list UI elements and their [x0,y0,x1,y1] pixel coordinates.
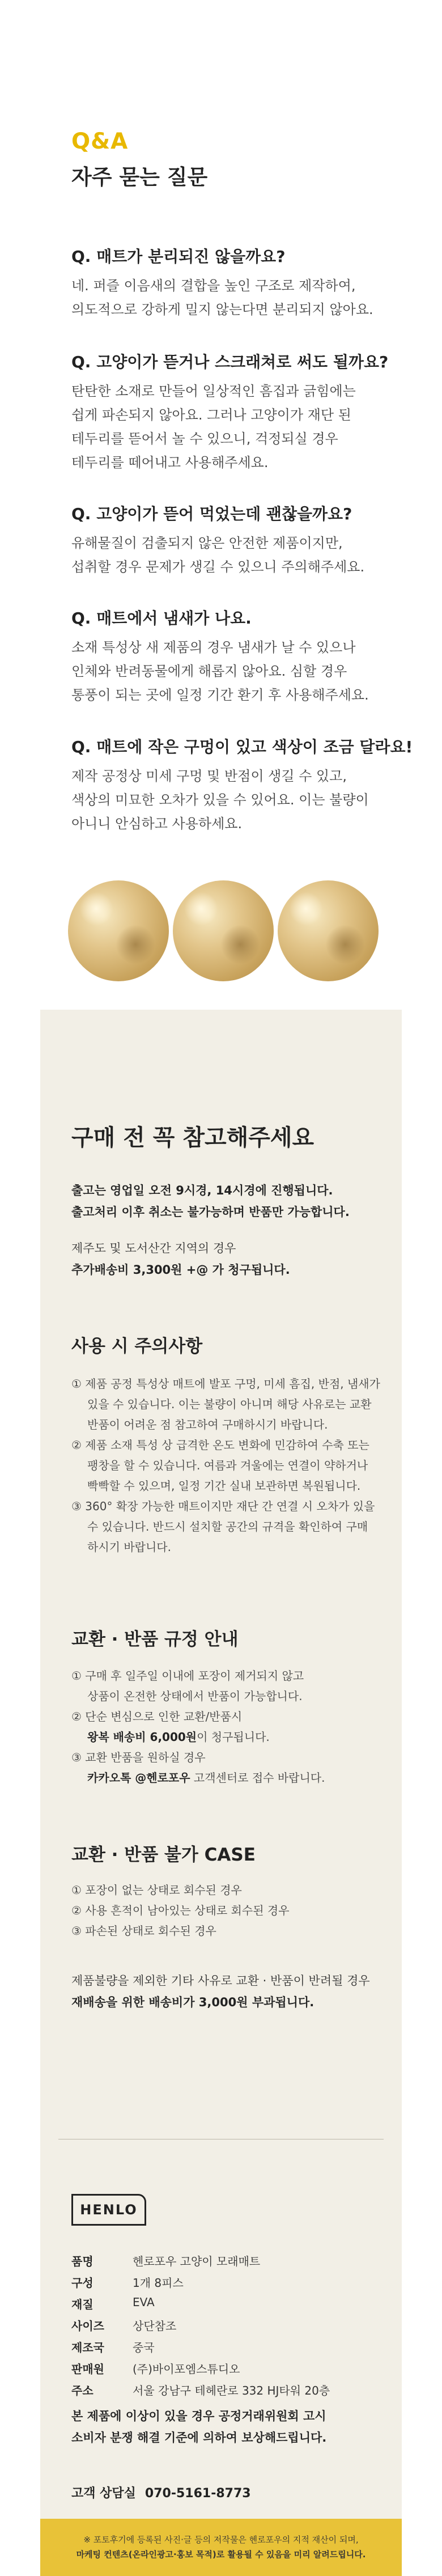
henlo-logo: HENLO [71,2194,146,2226]
faq-answer: 유해물질이 검출되지 않은 안전한 제품이지만, 섭취할 경우 문제가 생길 수 있으니 주의해주세요. [71,535,365,575]
footer-banner [40,2519,402,2576]
product-detail-page: Q&A 자주 묻는 질문 Q. 매트가 분리되진 않을까요? 네. 퍼즐 이음새의 결합을 높인 구조로 제작하여, 의도적으로 강하게 밀지 않는다면 분리되지 않아요. Q. 고양이가 뜯거나 스크래쳐로 써도 될까요? 탄탄한 소재로 만들어 일상적인 흠집과 긁힘에는 쉽게 파손되지 않아요. 그러나 고양이가 재단 된 테두리를 뜯어서 놀 수 있으니, 걱정되실 경우 테두리를 떼어내고 사용해주세요. Q. 고양이가 뜯어 먹었는데 괜찮을까요? 유해물질이 검출되지 않은 안전한 제품이지만, 섭취할 경우 문제가 생길 수 있으니 주의해주세요. Q. 매트에서 냄새가 나요. 소재 특성상 새 제품의 경우 냄새가 날 수 있으나 인체와 반려동물에게 해롭지 않아요. 심할 경우 통풍이 되는 곳에 일정 기간 환기 후 사용해주세요. Q. 매트에 작은 구멍이 있고 색상이 조금 달라요! 제작 공정상 미세 구멍 및 반점이 생길 수 있고, 색상의 미묘한 오차가 있을 수 있어요. 이는 불량이 아니니 안심하고 사용하세요. 구매 전 꼭 참고해주세요 출고는 영업일 오전 9시경, 14시경에 진행됩니다. 출고처리 이후 취소는 불가능하며 반품만 가능합니다. 제주도 및 도서산간 지역의 경우 추가배송비 3,300원 +@ 가 청구됩니다. 사용 시 주의사항 ① 제품 공정 특성상 매트에 발포 구멍, 미세 흠집, 반점, 냄새가 있을 수 있습니다. 이는 불량이 아니며 해당 사유로는 교환 반품이 어려운 점 참고하여 구매하시기 바랍니다. ② 제품 소재 특성 상 급격한 온도 변화에 민감하여 수축 또는 팽창을 할 수 있습니다. 여름과 겨울에는 연결이 약하거나 빡빡할 수 있으며, 일정 기간 실내 보관하면 복원됩니다. ③ 360° 확장 가능한 매트이지만 재단 간 연결 시 오차가 있을 수 있습니다. 반드시 설치할 공간의 규격을 확인하여 구매 하시기 바랍니다. 교환 · 반품 규정 안내 ① 구매 후 일주일 이내에 포장이 제거되지 않고 상품이 온전한 상태에서 반품이 가능합니다. ② 단순 변심으로 인한 교환/반품시 왕복 배송비 6,000원이 청구됩니다. ③ 교환 반품을 원하실 경우 카카오톡 @헨로포우 고객센터로 접수 바랍니다. 교환 · 반품 불가 CASE ① 포장이 없는 상태로 회수된 경우 ② 사용 흔적이 남아있는 상태로 회수된 경우 ③ 파손된 상태로 회수된 경우 제품불량을 제외한 기타 사유로 교환 · 반품이 반려될 경우 재배송을 위한 배송비가 3,000원 부과됩니다. HENLO 품명 헨로포우 고양이 모래매트 구성 1개 8피스 재질 EVA 사이즈 상단참조 제조국 중국 판매원 (주)바이포엠스튜디오 주소 서울 강남구 테헤란로 332 HJ타워 20층 본 제품에 이상이 있을 경우 공정거래위원회 고시 소비자 분쟁 해결 기준에 의하여 보상해드립니다. 고객 상담실 070-5161-8773 ※ 포토후기에 등록된 사진·글 등의 저작물은 헨로포우의 지적 재산이 되며, 마케팅 컨텐츠(온라인광고·홍보 목적)로 활용될 수 있음을 미리 알려드립니다. [0,0,442,2576]
no-exchange-title: 교환 · 반품 불가 CASE [71,1845,256,1865]
customer-service [71,2484,251,2501]
exchange-policy-title: 교환 · 반품 규정 안내 [71,1629,239,1650]
faq-answer: 탄탄한 소재로 만들어 일상적인 흠집과 긁힘에는 쉽게 파손되지 않아요. 그러나 고양이가 재단 된 테두리를 뜯어서 놀 수 있으니, 걱정되실 경우 테두리를 떼어내고 사용해주세요. [71,383,356,471]
faq-question: Q. 매트에 작은 구멍이 있고 색상이 조금 달라요! [71,738,413,756]
faq-question: Q. 고양이가 뜯어 먹었는데 괜찮을까요? [71,505,352,523]
footer-line: 마케팅 컨텐츠(온라인광고·홍보 목적)로 활용될 수 있음을 미리 알려드립니다. [76,2549,366,2560]
caution-list: ① 제품 공정 특성상 매트에 발포 구멍, 미세 흠집, 반점, 냄새가 있을 수 있습니다. 이는 불량이 아니며 해당 사유로는 교환 반품이 어려운 점 참고하여 구매하시기 바랍니다. ② 제품 소재 특성 상 급격한 온도 변화에 민감하여 수축 또는 팽창을 할 수 있습니다. 여름과 겨울에는 연결이 약하거나 빡빡할 수 있으며, 일정 기간 실내 보관하면 복원됩니다. ③ 360° 확장 가능한 매트이지만 재단 간 연결 시 오차가 있을 수 있습니다. 반드시 설치할 공간의 규격을 확인하여 구매 하시기 바랍니다. [71,1377,380,1554]
faq-question: Q. 고양이가 뜯거나 스크래쳐로 써도 될까요? [71,353,389,371]
caution-title: 사용 시 주의사항 [71,1336,203,1357]
mat-closeup-image [68,880,169,981]
qa-tag: Q&A [71,129,129,154]
no-exchange-list: ① 포장이 없는 상태로 회수된 경우 ② 사용 흔적이 남아있는 상태로 회수된 경우 ③ 파손된 상태로 회수된 경우 [71,1883,290,1938]
faq-question: Q. 매트가 분리되진 않을까요? [71,247,286,266]
mat-closeup-image [278,880,379,981]
qa-title: 자주 묻는 질문 [71,165,208,189]
faq-question: Q. 매트에서 냄새가 나요. [71,609,252,628]
cs-label: 고객 상담실 [71,2486,136,2501]
faq-answer: 제작 공정상 미세 구멍 및 반점이 생길 수 있고, 색상의 미묘한 오차가 있을 수 있어요. 이는 불량이 아니니 안심하고 사용하세요. [71,768,369,832]
shipping-info: 출고는 영업일 오전 9시경, 14시경에 진행됩니다. 출고처리 이후 취소는 불가능하며 반품만 가능합니다. [71,1184,350,1219]
exchange-policy-list: ① 구매 후 일주일 이내에 포장이 제거되지 않고 상품이 온전한 상태에서 반품이 가능합니다. ② 단순 변심으로 인한 교환/반품시 왕복 배송비 6,000원이 청구됩니다. ③ 교환 반품을 원하실 경우 카카오톡 @헨로포우 고객센터로 접수 바랍니다. [71,1669,325,1785]
mat-closeup-image [173,880,274,981]
dispute-notice: 본 제품에 이상이 있을 경우 공정거래위원회 고시 소비자 분쟁 해결 기준에 의하여 보상해드립니다. [71,2409,327,2444]
faq-answer: 소재 특성상 새 제품의 경우 냄새가 날 수 있으나 인체와 반려동물에게 해롭지 않아요. 심할 경우 통풍이 되는 곳에 일정 기간 환기 후 사용해주세요. [71,639,369,703]
faq-answer: 네. 퍼즐 이음새의 결합을 높인 구조로 제작하여, 의도적으로 강하게 밀지 않는다면 분리되지 않아요. [71,278,373,317]
notice-title: 구매 전 꼭 참고해주세요 [71,1125,314,1151]
return-fee-note: 제품불량을 제외한 기타 사유로 교환 · 반품이 반려될 경우 재배송을 위한 배송비가 3,000원 부과됩니다. [71,1974,370,2009]
footer-line: ※ 포토후기에 등록된 사진·글 등의 저작물은 헨로포우의 지적 재산이 되며, [83,2535,359,2545]
cs-phone-number[interactable]: 070-5161-8773 [144,2486,251,2501]
shipping-extra-fee: 제주도 및 도서산간 지역의 경우 추가배송비 3,300원 +@ 가 청구됩니다. [71,1242,290,1277]
